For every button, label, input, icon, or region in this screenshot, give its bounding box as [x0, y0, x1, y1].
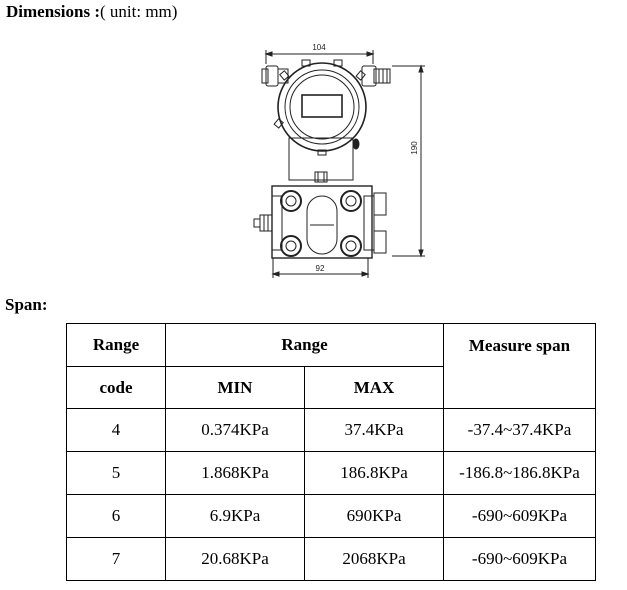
- cell-code: 7: [67, 538, 166, 581]
- cell-min: 6.9KPa: [166, 495, 305, 538]
- cell-min: 0.374KPa: [166, 409, 305, 452]
- cell-min: 1.868KPa: [166, 452, 305, 495]
- base-dimension: [273, 258, 368, 278]
- height-dimension: [392, 66, 425, 256]
- dimensions-unit: ( unit: mm): [99, 2, 178, 21]
- dimensions-title: Dimensions :: [6, 2, 100, 21]
- width-label: 104: [312, 43, 326, 52]
- span-table: [66, 323, 596, 581]
- cell-min: 20.68KPa: [166, 538, 305, 581]
- cell-code: 4: [67, 409, 166, 452]
- table-row: [67, 538, 596, 581]
- cell-code: 6: [67, 495, 166, 538]
- width-dimension: [266, 43, 373, 64]
- header-min: MIN: [166, 367, 305, 409]
- base-label: 92: [315, 264, 325, 273]
- cell-max: 2068KPa: [305, 538, 444, 581]
- span-heading: Span:: [5, 295, 48, 314]
- cell-span: -37.4~37.4KPa: [444, 409, 596, 452]
- table-row: [67, 452, 596, 495]
- cell-span: -186.8~186.8KPa: [444, 452, 596, 495]
- table-row: [67, 495, 596, 538]
- sensor-flange: [254, 186, 386, 258]
- cell-code: 5: [67, 452, 166, 495]
- cell-max: 37.4KPa: [305, 409, 444, 452]
- cell-span: -690~609KPa: [444, 495, 596, 538]
- transmitter-head: [262, 60, 390, 155]
- cell-max: 186.8KPa: [305, 452, 444, 495]
- header-range: Range: [166, 324, 444, 367]
- header-max: MAX: [305, 367, 444, 409]
- height-label: 190: [410, 141, 419, 155]
- table-row: [67, 409, 596, 452]
- header-measure-span: Measure span: [444, 324, 596, 409]
- cell-span: -690~609KPa: [444, 538, 596, 581]
- header-range-code-top: Range: [67, 324, 166, 367]
- cell-max: 690KPa: [305, 495, 444, 538]
- header-range-code-bottom: code: [67, 367, 166, 409]
